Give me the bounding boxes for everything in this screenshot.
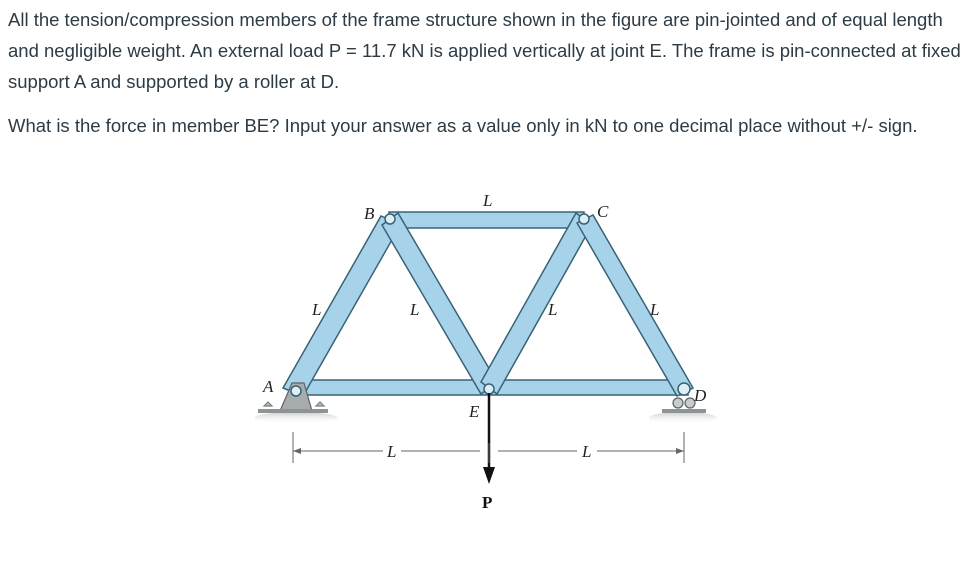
load-label: P — [482, 493, 493, 512]
joint-label-a: A — [263, 377, 274, 396]
joint-label-c: C — [597, 202, 609, 221]
member-label-cd: L — [650, 300, 660, 319]
joint-label-e: E — [469, 402, 480, 421]
member-ce — [481, 213, 592, 394]
member-be — [382, 213, 497, 394]
load-arrow — [483, 393, 495, 484]
member-label-bc: L — [483, 191, 493, 210]
pin-e — [484, 384, 494, 394]
dimension-label-ae: L — [387, 442, 397, 461]
member-bc-top-chord — [389, 212, 584, 228]
member-label-ab: L — [312, 300, 322, 319]
dimension-label-ed: L — [582, 442, 592, 461]
member-ab — [283, 216, 401, 396]
member-label-ce: L — [548, 300, 558, 319]
joint-label-b: B — [364, 204, 375, 223]
dimension-arrowhead — [293, 448, 301, 454]
member-label-be: L — [410, 300, 420, 319]
question-prompt — [8, 110, 968, 141]
problem-statement — [8, 4, 968, 97]
truss-figure — [250, 188, 730, 518]
ground-shadow-d — [649, 412, 717, 424]
pin-c — [579, 214, 589, 224]
problem-text: All the tension/compression members of the frame structure shown in the figure are pin-jointed and of equal length and negligible weight. An external load P = 11.7 kN is applied vertically at joint E. The frame is pin-connected at fixed support A and supported by a roller at D. — [8, 9, 961, 92]
dimension-arrowhead — [676, 448, 684, 454]
member-cd — [577, 215, 693, 396]
pin-b — [385, 214, 395, 224]
joint-label-d: D — [694, 386, 707, 405]
ground-shadow-a — [254, 412, 338, 424]
question-text: What is the force in member BE? Input your answer as a value only in kN to one decimal place without +/- sign. — [8, 115, 918, 136]
truss-members — [283, 212, 693, 396]
